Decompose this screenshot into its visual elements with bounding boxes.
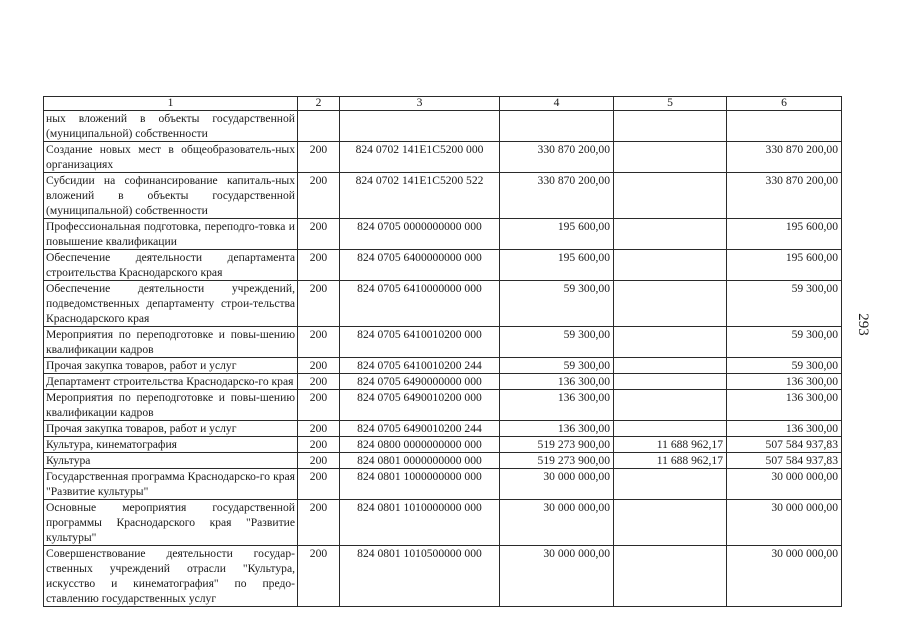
row-amount-change [614,142,727,173]
row-code: 200 [298,546,340,607]
row-amount-total [727,111,842,142]
column-number: 1 [44,97,298,111]
column-number-row [44,97,842,111]
row-amount-change [614,390,727,421]
column-number: 4 [500,97,614,111]
row-code: 200 [298,390,340,421]
row-description: Основные мероприятия государственной программы Краснодарского края "Развитие культуры" [44,500,298,546]
row-code: 200 [298,500,340,546]
row-amount-total: 136 300,00 [727,421,842,437]
row-amount-approved: 59 300,00 [500,281,614,327]
column-number: 5 [614,97,727,111]
row-amount-approved: 519 273 900,00 [500,437,614,453]
row-amount-change [614,219,727,250]
row-description: Обеспечение деятельности департамента строительства Краснодарского края [44,250,298,281]
table-row [44,374,842,390]
row-amount-approved: 195 600,00 [500,219,614,250]
row-code: 200 [298,142,340,173]
row-amount-approved: 136 300,00 [500,421,614,437]
row-amount-approved: 30 000 000,00 [500,500,614,546]
row-classification-code: 824 0702 141E1C5200 522 [340,173,500,219]
row-classification-code: 824 0801 1010000000 000 [340,500,500,546]
table-row [44,421,842,437]
table-row [44,142,842,173]
row-classification-code: 824 0702 141E1C5200 000 [340,142,500,173]
row-amount-approved: 136 300,00 [500,374,614,390]
row-description: Профессиональная подготовка, переподго-товка и повышение квалификации [44,219,298,250]
row-amount-change: 11 688 962,17 [614,453,727,469]
table-row [44,390,842,421]
row-code: 200 [298,250,340,281]
row-amount-change [614,374,727,390]
row-amount-change [614,111,727,142]
column-number: 3 [340,97,500,111]
row-description: ных вложений в объекты государственной (муниципальной) собственности [44,111,298,142]
budget-table [43,96,842,607]
row-classification-code: 824 0801 1000000000 000 [340,469,500,500]
row-classification-code: 824 0705 6490010200 244 [340,421,500,437]
row-amount-approved: 195 600,00 [500,250,614,281]
row-description: Создание новых мест в общеобразователь-ных организациях [44,142,298,173]
row-amount-approved: 30 000 000,00 [500,469,614,500]
row-description: Государственная программа Краснодарско-го края "Развитие культуры" [44,469,298,500]
table-row [44,500,842,546]
table-body [44,97,842,607]
table-row [44,111,842,142]
row-description: Культура, кинематография [44,437,298,453]
row-classification-code: 824 0801 1010500000 000 [340,546,500,607]
row-amount-total: 136 300,00 [727,390,842,421]
row-amount-change [614,281,727,327]
row-amount-total: 30 000 000,00 [727,546,842,607]
table-row [44,546,842,607]
row-classification-code: 824 0705 6490010200 000 [340,390,500,421]
row-description: Субсидии на софинансирование капиталь-ных вложений в объекты государственной (муниципальной) собственности [44,173,298,219]
row-amount-change [614,173,727,219]
row-classification-code: 824 0705 6410010200 000 [340,327,500,358]
row-amount-total: 30 000 000,00 [727,469,842,500]
row-classification-code: 824 0705 0000000000 000 [340,219,500,250]
row-amount-total: 59 300,00 [727,281,842,327]
row-amount-total: 30 000 000,00 [727,500,842,546]
table-row [44,453,842,469]
row-code: 200 [298,469,340,500]
row-code: 200 [298,327,340,358]
row-code: 200 [298,173,340,219]
row-classification-code: 824 0800 0000000000 000 [340,437,500,453]
row-description: Культура [44,453,298,469]
table-row [44,358,842,374]
row-code: 200 [298,358,340,374]
row-description: Департамент строительства Краснодарско-го края [44,374,298,390]
table-row [44,250,842,281]
table-row [44,469,842,500]
row-amount-approved: 519 273 900,00 [500,453,614,469]
row-amount-change [614,421,727,437]
row-amount-total: 330 870 200,00 [727,173,842,219]
row-description: Мероприятия по переподготовке и повы-шению квалификации кадров [44,390,298,421]
row-amount-total: 136 300,00 [727,374,842,390]
column-number: 6 [727,97,842,111]
table-row [44,327,842,358]
row-classification-code: 824 0705 6410000000 000 [340,281,500,327]
row-classification-code: 824 0705 6410010200 244 [340,358,500,374]
row-code: 200 [298,281,340,327]
row-description: Прочая закупка товаров, работ и услуг [44,421,298,437]
row-amount-change [614,469,727,500]
row-amount-change [614,250,727,281]
row-amount-total: 195 600,00 [727,219,842,250]
row-classification-code: 824 0705 6400000000 000 [340,250,500,281]
row-classification-code [340,111,500,142]
row-code [298,111,340,142]
row-description: Совершенствование деятельности государ-ственных учреждений отрасли "Культура, искусство и кинематография" по предо-ставлению государственных услуг [44,546,298,607]
row-classification-code: 824 0801 0000000000 000 [340,453,500,469]
row-amount-total: 59 300,00 [727,327,842,358]
row-description: Обеспечение деятельности учреждений, подведомственных департаменту строи-тельства Краснодарского края [44,281,298,327]
row-classification-code: 824 0705 6490000000 000 [340,374,500,390]
row-amount-total: 330 870 200,00 [727,142,842,173]
row-amount-approved: 30 000 000,00 [500,546,614,607]
row-amount-change [614,500,727,546]
row-code: 200 [298,374,340,390]
table-row [44,437,842,453]
row-amount-change [614,546,727,607]
row-description: Прочая закупка товаров, работ и услуг [44,358,298,374]
row-amount-approved: 59 300,00 [500,327,614,358]
row-amount-change: 11 688 962,17 [614,437,727,453]
row-amount-change [614,358,727,374]
column-number: 2 [298,97,340,111]
row-code: 200 [298,453,340,469]
page-number: 293 [854,313,871,336]
row-amount-total: 507 584 937,83 [727,437,842,453]
row-amount-total: 507 584 937,83 [727,453,842,469]
row-code: 200 [298,437,340,453]
row-code: 200 [298,219,340,250]
row-amount-approved: 59 300,00 [500,358,614,374]
row-amount-approved: 330 870 200,00 [500,142,614,173]
table-row [44,281,842,327]
row-amount-change [614,327,727,358]
row-description: Мероприятия по переподготовке и повы-шению квалификации кадров [44,327,298,358]
row-amount-total: 59 300,00 [727,358,842,374]
table-row [44,173,842,219]
row-amount-total: 195 600,00 [727,250,842,281]
table-row [44,219,842,250]
row-amount-approved [500,111,614,142]
row-amount-approved: 136 300,00 [500,390,614,421]
row-amount-approved: 330 870 200,00 [500,173,614,219]
row-code: 200 [298,421,340,437]
